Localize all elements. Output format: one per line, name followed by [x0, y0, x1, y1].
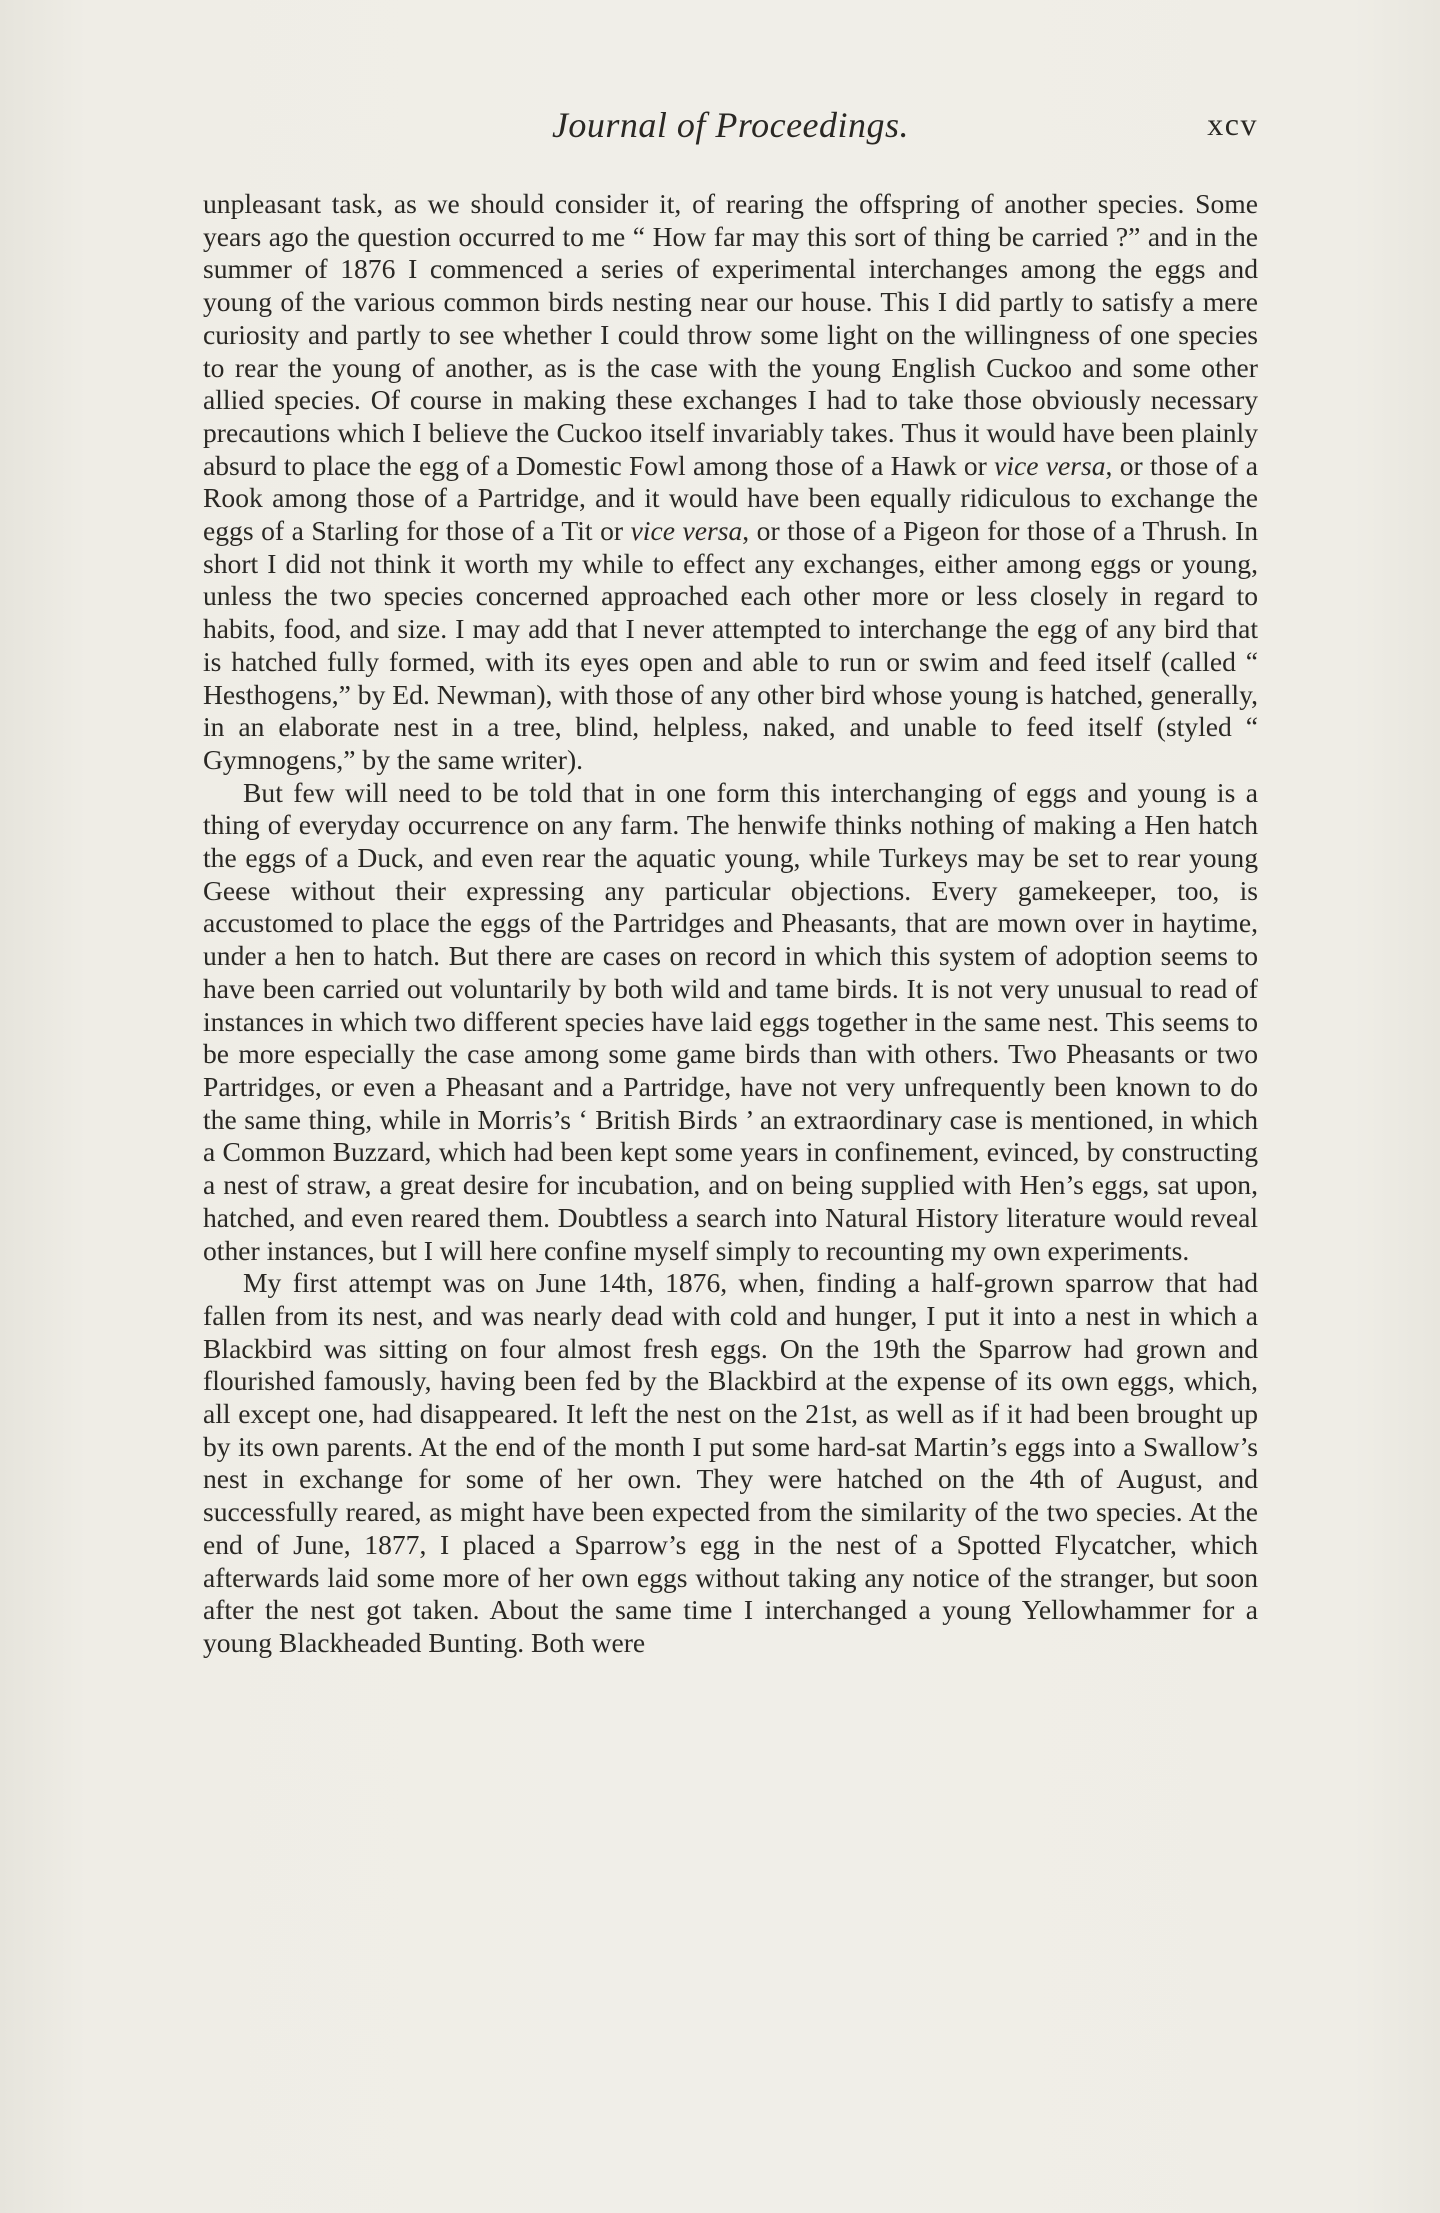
paragraph: unpleasant task, as we should consider it, of rearing the offspring of another species. Some years ago the question occurred to me “ How far may this sort of thing be carried ?” and in the summer of 1876 I commenced a series of experimental interchanges among the eggs and young of the various common birds nesting near our house. This I did partly to satisfy a mere curiosity and partly to see whether I could throw some light on the willingness of one species to rear the young of another, as is the case with the young English Cuckoo and some other allied species. Of course in making these exchanges I had to take those obviously necessary precautions which I believe the Cuckoo itself invariably takes. Thus it would have been plainly absurd to place the egg of a Domestic Fowl among those of a Hawk or vice versa, or those of a Rook among those of a Partridge, and it would have been equally ridiculous to exchange the eggs of a Starling for those of a Tit or vice versa, or those of a Pigeon for those of a Thrush. In short I did not think it worth my while to effect any exchanges, either among eggs or young, unless the two species concerned approached each other more or less closely in regard to habits, food, and size. I may add that I never attempted to interchange the egg of any bird that is hatched fully formed, with its eyes open and able to run or swim and feed itself (called “ Hesthogens,” by Ed. Newman), with those of any other bird whose young is hatched, generally, in an elaborate nest in a tree, blind, helpless, naked, and unable to feed itself (styled “ Gymnogens,” by the same writer). — [203, 188, 1258, 775]
body-text — [203, 188, 1258, 1660]
italic-phrase: vice versa — [994, 449, 1106, 481]
page-number: xcv — [1207, 106, 1258, 142]
italic-phrase: vice versa — [630, 515, 743, 547]
paragraph: But few will need to be told that in one form this interchanging of eggs and young is a thing of everyday occurrence on any farm. The henwife thinks nothing of making a Hen hatch the eggs of a Duck, and even rear the aquatic young, while Turkeys may be set to rear young Geese without their expressing any particular objections. Every gamekeeper, too, is accustomed to place the eggs of the Partridges and Pheasants, that are mown over in haytime, under a hen to hatch. But there are cases on record in which this system of adoption seems to have been carried out voluntarily by both wild and tame birds. It is not very unusual to read of instances in which two different species have laid eggs together in the same nest. This seems to be more especially the case among some game birds than with others. Two Pheasants or two Partridges, or even a Pheasant and a Partridge, have not very unfrequently been known to do the same thing, while in Morris’s ‘ British Birds ’ an extraordinary case is mentioned, in which a Common Buzzard, which had been kept some years in confinement, evinced, by constructing a nest of straw, a great desire for incubation, and on being supplied with Hen’s eggs, sat upon, hatched, and even reared them. Doubtless a search into Natural History literature would reveal other instances, but I will here confine myself simply to recounting my own experiments. — [203, 776, 1258, 1266]
paragraph: My first attempt was on June 14th, 1876, when, finding a half-grown sparrow that had fallen from its nest, and was nearly dead with cold and hunger, I put it into a nest in which a Blackbird was sitting on four almost fresh eggs. On the 19th the Sparrow had grown and flourished famously, having been fed by the Blackbird at the expense of its own eggs, which, all except one, had disappeared. It left the nest on the 21st, as well as if it had been brought up by its own parents. At the end of the month I put some hard-sat Martin’s eggs into a Swallow’s nest in exchange for some of her own. They were hatched on the 4th of August, and successfully reared, as might have been expected from the similarity of the two species. At the end of June, 1877, I placed a Sparrow’s egg in the nest of a Spotted Flycatcher, which afterwards laid some more of her own eggs without taking any notice of the stranger, but soon after the nest got taken. About the same time I interchanged a young Yellowhammer for a young Blackheaded Bunting. Both were — [203, 1267, 1258, 1658]
running-title: Journal of Proceedings. — [551, 105, 910, 145]
page-header — [203, 104, 1258, 144]
